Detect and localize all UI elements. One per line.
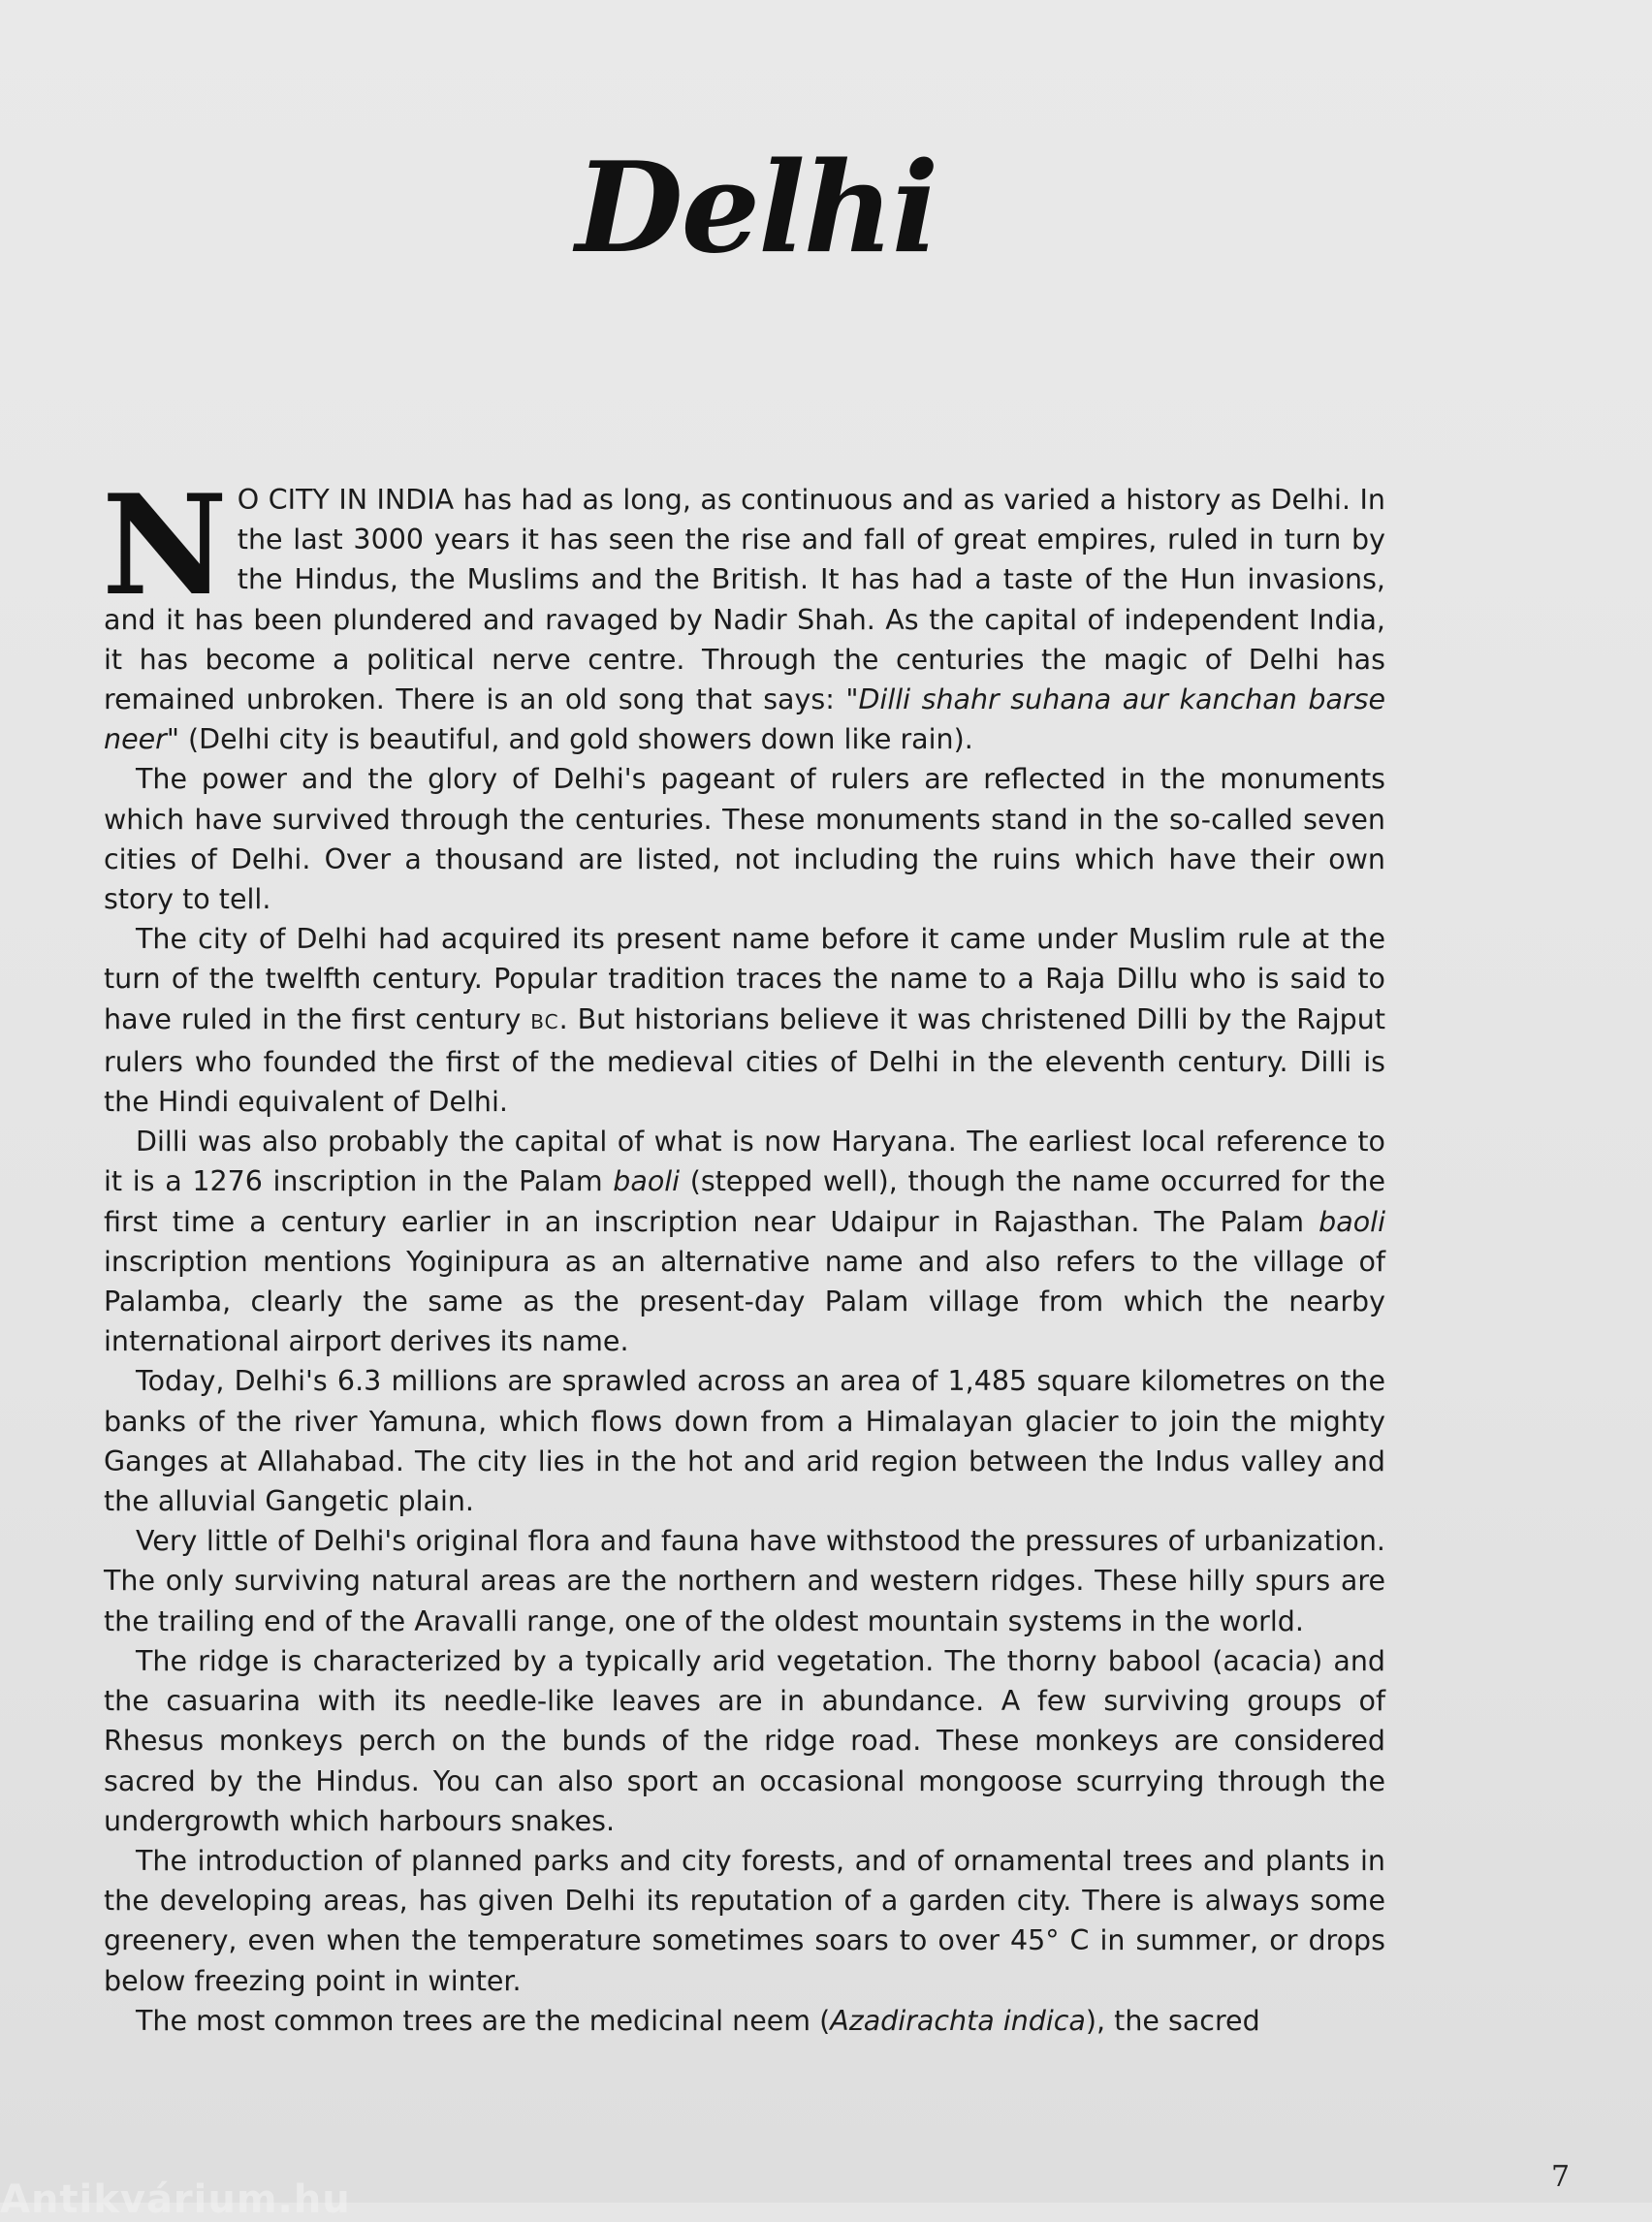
drop-cap: N [102, 465, 228, 626]
bc-abbreviation: BC [530, 1009, 559, 1033]
baoli-term: baoli [613, 1165, 681, 1198]
baoli-term: baoli [1318, 1205, 1385, 1238]
paragraph-9 [104, 2001, 1385, 2041]
page-title: Delhi [575, 136, 937, 281]
paragraph-2: The power and the glory of Delhi's pageant of rulers are reflected in the monuments which have survived through the centuries. These monuments stand in the so-called seven cities of Delhi. Over a thousand are listed, not including the ruins which have their own story to tell. [104, 763, 1385, 916]
paragraph-4-text-b: (stepped well), though the name occurred for the first time a century earlier in an inscription near Udaipur in Rajasthan. The Palam [104, 1165, 1385, 1238]
paragraph-1-end: (Delhi city is beautiful, and gold showers down like rain). [178, 723, 973, 756]
paragraph-3-text-b: . But historians believe it was christened Dilli by the Rajput rulers who founded the first of the medieval cities of Delhi in the eleventh century. Dilli is the Hindi equivalent of Delhi. [104, 1002, 1385, 1119]
paragraph-3-text-a: The city of Delhi had acquired its present name before it came under Muslim rule at the turn of the twelfth century. Popular tradition traces the name to a Raja Dillu who is said to have ruled in the first century [104, 923, 1385, 1035]
paragraph-1 [102, 465, 1386, 759]
paragraph-4-text-a: Dilli was also probably the capital of what is now Haryana. The earliest local reference to it is a 1276 inscription in the Palam [104, 1126, 1385, 1198]
paragraph-7: The ridge is characterized by a typically arid vegetation. The thorny babool (acacia) and the casuarina with its needle-like leaves are in abundance. A few surviving groups of Rhesus monkeys perch on the bunds of the ridge road. These monkeys are considered sacred by the Hindus. You can also sport an occasional mongoose scurrying through the undergrowth which harbours snakes. [104, 1644, 1385, 1837]
paragraph-9-text-b: ), the sacred [1085, 2004, 1260, 2037]
paragraph-9-text-a: The most common trees are the medicinal neem ( [136, 2004, 831, 2037]
page-number: 7 [1551, 2160, 1571, 2194]
paragraph-3 [104, 919, 1385, 1122]
paragraph-5: Today, Delhi's 6.3 millions are sprawled across an area of 1,485 square kilometres on the banks of the river Yamuna, which flows down from a Himalayan glacier to join the mighty Ganges at Allahabad. The city lies in the hot and arid region between the Indus valley and the alluvial Gangetic plain. [104, 1365, 1385, 1518]
paragraph-6: Very little of Delhi's original flora and fauna have withstood the pressures of urbanization. The only surviving natural areas are the northern and western ridges. These hilly spurs are the trailing end of the Aravalli range, one of the oldest mountain systems in the world. [104, 1525, 1385, 1637]
article-body [102, 465, 1386, 2041]
paragraph-1-text: O CITY IN INDIA has had as long, as continuous and as varied a history as Delhi. In the last 3000 years it has seen the rise and fall of great empires, ruled in turn by the Hindus, the Muslims and the British. It has had a taste of the Hun invasions, and it has been plundered and ravaged by Nadir Shah. As the capital of independent India, it has become a political nerve centre. Through the centuries the magic of Delhi has remained unbroken. There is an old song that says: [104, 484, 1385, 716]
paragraph-4-text-c: inscription mentions Yoginipura as an alternative name and also refers to the village of Palamba, clearly the same as the present-day Palam village from which the nearby international airport derives its name. [104, 1245, 1385, 1358]
paragraph-4 [104, 1122, 1385, 1361]
botanical-name: Azadirachta indica [830, 2004, 1086, 2037]
song-quote: "Dilli shahr suhana aur kanchan barse neer" [104, 683, 1386, 756]
watermark: Antikvárium.hu [0, 2177, 351, 2222]
paragraph-8: The introduction of planned parks and city forests, and of ornamental trees and plants in the developing areas, has given Delhi its reputation of a garden city. There is always some greenery, even when the temperature sometimes soars to over 45° C in summer, or drops below freezing point in winter. [104, 1844, 1385, 1997]
